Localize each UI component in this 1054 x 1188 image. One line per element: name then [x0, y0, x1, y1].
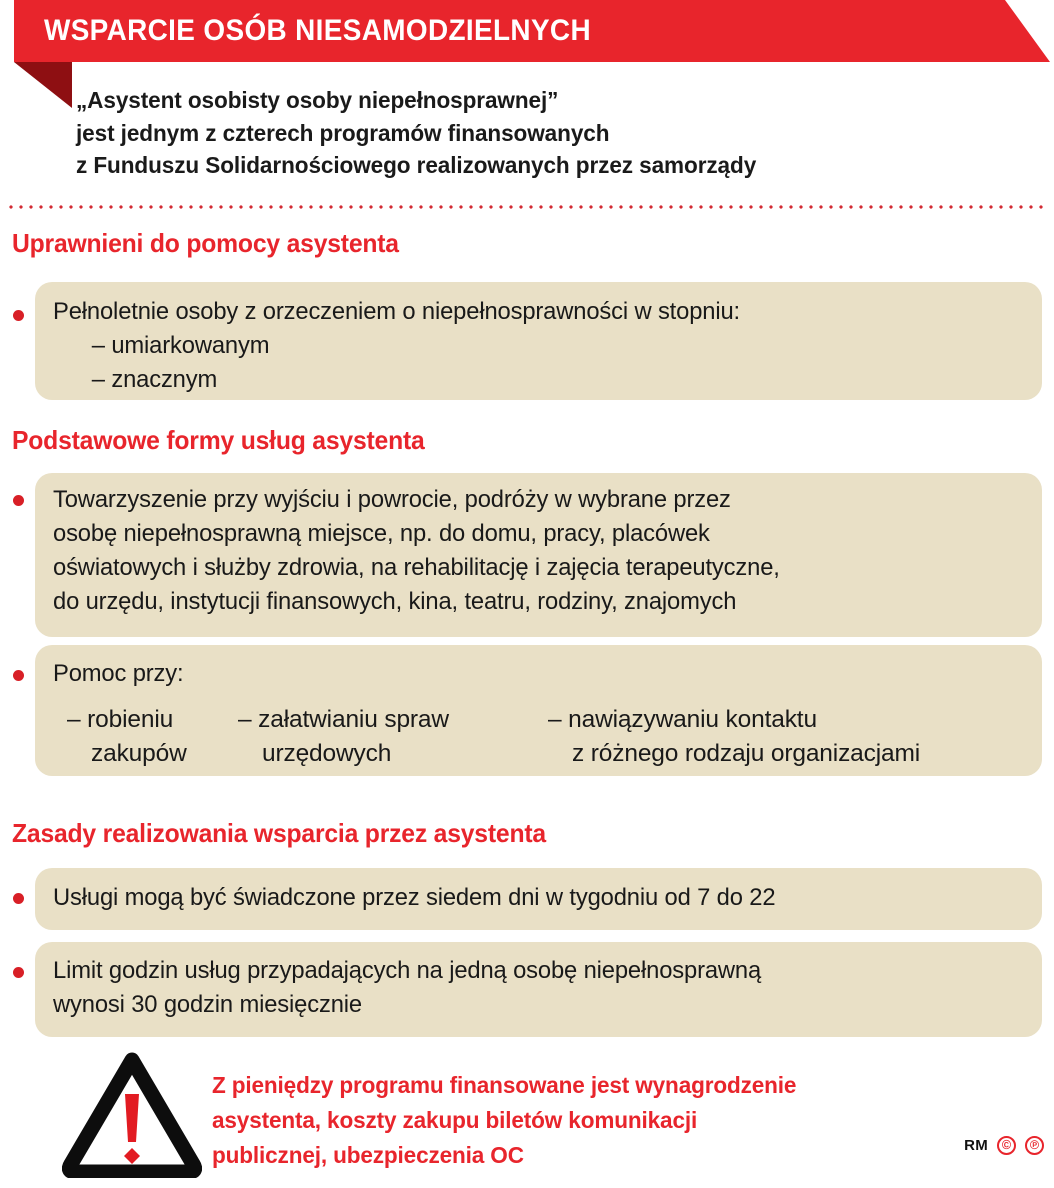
card-line: oświatowych i służby zdrowia, na rehabilitację i zajęcia terapeutyczne, — [53, 554, 780, 581]
help-column-official — [238, 703, 449, 771]
bullet-marker — [13, 893, 24, 904]
card-line: do urzędu, instytucji finansowych, kina, teatru, rodziny, znajomych — [53, 588, 737, 615]
card-subline: – znacznym — [91, 366, 218, 393]
bullet-marker — [13, 310, 24, 321]
card-line: Pomoc przy: — [53, 660, 184, 687]
card-rules-hours — [35, 868, 1042, 930]
card-line: Towarzyszenie przy wyjściu i powrocie, podróży w wybrane przez — [53, 486, 731, 513]
card-line: Pełnoletnie osoby z orzeczeniem o niepełnosprawności w stopniu: — [53, 298, 741, 325]
card-text-block — [53, 295, 740, 397]
phonogram-icon: ℗ — [1025, 1136, 1044, 1155]
card-line: wynosi 30 godzin miesięcznie — [53, 991, 363, 1018]
help-column-line-bottom: zakupów — [91, 740, 187, 767]
card-text-block — [53, 657, 183, 691]
section-heading-eligibility: Uprawnieni do pomocy asystenta — [12, 228, 399, 258]
help-column-contact — [548, 703, 920, 771]
bullet-marker — [13, 670, 24, 681]
banner-title: WSPARCIE OSÓB NIESAMODZIELNYCH — [44, 14, 591, 47]
card-line: osobę niepełnosprawną miejsce, np. do domu, pracy, placówek — [53, 520, 710, 547]
lead-paragraph — [76, 84, 1003, 182]
card-services-forms — [35, 473, 1042, 637]
card-text-block — [53, 954, 761, 1022]
lead-line-1: „Asystent osobisty osoby niepełnosprawnej” — [76, 87, 559, 113]
lead-line-2: jest jednym z czterech programów finansowanych — [76, 119, 610, 146]
help-column-line-top: – robieniu — [67, 706, 174, 733]
credit-author: RM — [964, 1137, 988, 1154]
credits — [964, 1136, 1044, 1155]
card-services-help — [35, 645, 1042, 776]
footer — [0, 1040, 1054, 1188]
card-text-block — [53, 881, 775, 915]
section-heading-services: Podstawowe formy usług asystenta — [12, 425, 425, 455]
footer-note — [212, 1068, 980, 1173]
dotted-separator — [6, 205, 1048, 209]
help-column-shopping — [67, 703, 187, 771]
card-subline: – umiarkowanym — [91, 332, 270, 359]
card-rules-limit — [35, 942, 1042, 1037]
warning-triangle-icon — [62, 1050, 202, 1178]
section-heading-rules: Zasady realizowania wsparcia przez asystenta — [12, 818, 546, 848]
lead-line-3: z Funduszu Solidarnościowego realizowanych przez samorządy — [76, 152, 757, 178]
footer-note-line-1: Z pieniędzy programu finansowane jest wynagrodzenie — [212, 1072, 797, 1098]
bullet-marker — [13, 495, 24, 506]
footer-note-line-2: asystenta, koszty zakupu biletów komunikacji — [212, 1107, 698, 1133]
card-line: Usługi mogą być świadczone przez siedem dni w tygodniu od 7 do 22 — [53, 884, 776, 911]
card-line: Limit godzin usług przypadających na jedną osobę niepełnosprawną — [53, 957, 762, 984]
card-eligibility — [35, 282, 1042, 400]
copyright-icon: © — [997, 1136, 1016, 1155]
footer-note-line-3: publicznej, ubezpieczenia OC — [212, 1142, 524, 1168]
help-column-line-bottom: z różnego rodzaju organizacjami — [572, 740, 921, 767]
help-column-line-top: – załatwianiu spraw — [238, 706, 449, 733]
bullet-marker — [13, 967, 24, 978]
card-text-block — [53, 483, 780, 619]
help-column-line-top: – nawiązywaniu kontaktu — [548, 706, 817, 733]
banner-fold-shape — [14, 62, 72, 108]
help-column-line-bottom: urzędowych — [262, 740, 392, 767]
